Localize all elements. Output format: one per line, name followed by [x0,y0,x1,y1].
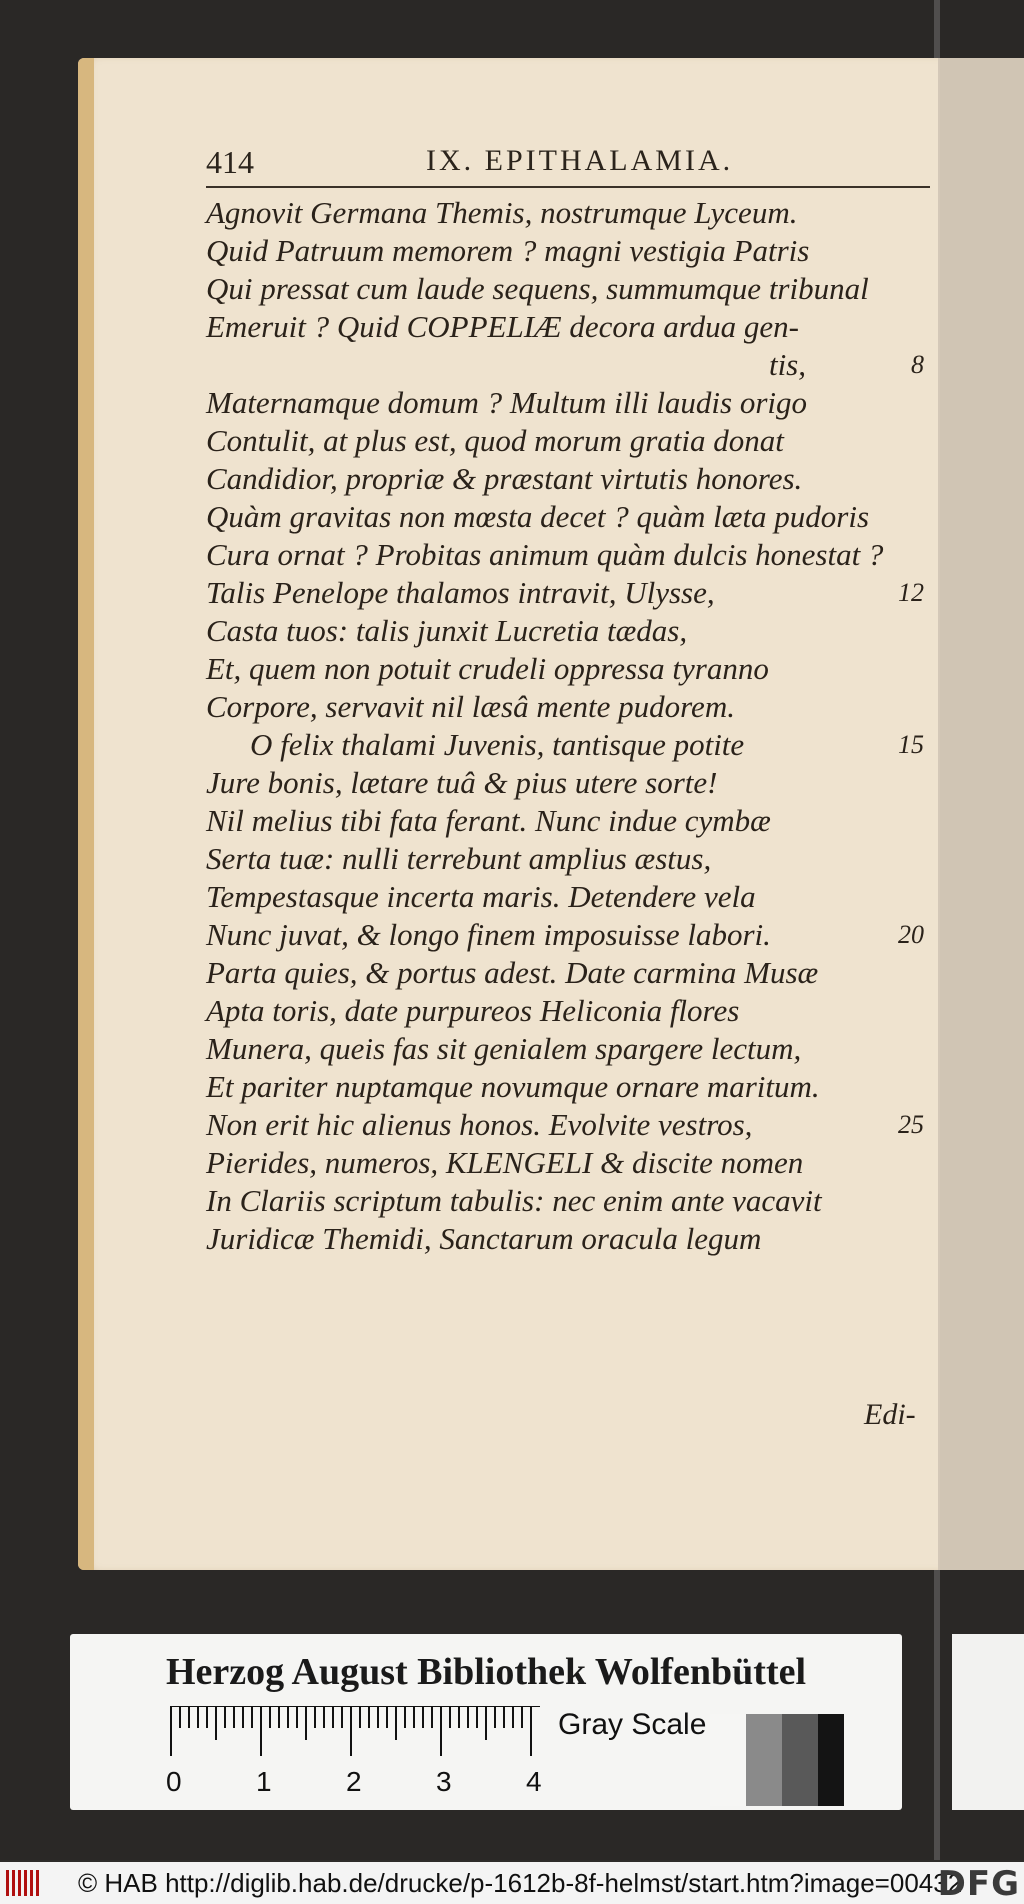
dfg-logo: DFG [937,1864,1020,1904]
verse-line [206,1220,946,1258]
ruler-tick [494,1706,496,1728]
verse-line [206,726,946,764]
ruler-tick [278,1706,280,1728]
line-number: 8 [911,350,924,379]
line-number: 25 [898,1110,924,1139]
next-page-edge [938,58,1024,1570]
gray-scale-label: Gray Scale [558,1708,707,1741]
verse-line [206,1106,946,1144]
ruler-tick [449,1706,451,1728]
ruler-tick [341,1706,343,1728]
verse-text: Talis Penelope thalamos intravit, Ulysse, [206,575,715,610]
verse-line [206,346,946,384]
verse-line [206,270,946,308]
verse-text: Nunc juvat, & longo finem imposuisse labori. [206,917,771,952]
ruler-tick [368,1706,370,1728]
verse-line [206,612,946,650]
gray-patch [818,1714,844,1806]
verse-line [206,1144,946,1182]
ruler-tick [422,1706,424,1728]
verse-line [206,498,946,536]
line-number: 15 [898,730,924,759]
verse-line [206,764,946,802]
ruler-tick [332,1706,334,1728]
ruler-tick [314,1706,316,1728]
ruler-tick [521,1706,523,1728]
verse-text: Corpore, servavit nil læsâ mente pudorem. [206,689,735,724]
verse-text: Jure bonis, lætare tuâ & pius utere sorte! [206,765,718,800]
verse-line [206,422,946,460]
verse-text: Cura ornat ? Probitas animum quàm dulcis honestat ? [206,537,884,572]
verse-text: Non erit hic alienus honos. Evolvite vestros, [206,1107,753,1142]
ruler-tick [530,1706,532,1756]
ruler-tick [242,1706,244,1728]
ruler-tick [206,1706,208,1728]
verse-text: In Clariis scriptum tabulis: nec enim ante vacavit [206,1183,822,1218]
ruler-tick [179,1706,181,1728]
ruler-tick [350,1706,352,1756]
ruler-tick [233,1706,235,1728]
ruler-label-1: 1 [256,1766,272,1797]
verse-text: Agnovit Germana Themis, nostrumque Lyceum. [206,195,798,230]
verse-line [206,574,946,612]
verse-line [206,650,946,688]
line-number: 20 [898,920,924,949]
verse-text: Contulit, at plus est, quod morum gratia donat [206,423,784,458]
catchword: Edi- [864,1398,916,1431]
poem-text [206,194,946,1258]
gray-patch [710,1714,746,1806]
ruler-tick [251,1706,253,1728]
ruler-tick [224,1706,226,1728]
verse-line [206,992,946,1030]
ruler-tick [503,1706,505,1728]
ruler-tick [197,1706,199,1728]
verse-text: Apta toris, date purpureos Heliconia flores [206,993,740,1028]
ruler-label-4: 4 [526,1766,542,1797]
verse-line [206,954,946,992]
verse-text: Tempestasque incerta maris. Detendere vela [206,879,756,914]
ruler-tick [413,1706,415,1728]
gray-patch [782,1714,818,1806]
line-number: 12 [898,578,924,607]
verse-text: Emeruit ? Quid COPPELIÆ decora ardua gen- [206,309,799,344]
running-title: IX. EPITHALAMIA. [426,144,734,177]
color-scale-card [70,1634,902,1810]
ruler-tick [404,1706,406,1728]
verse-line [206,460,946,498]
footer-bar [0,1862,1024,1904]
verse-text: Serta tuæ: nulli terrebunt amplius æstus, [206,841,712,876]
ruler-tick [395,1706,397,1740]
verse-text: O felix thalami Juvenis, tantisque potite [250,727,745,762]
verse-text: Casta tuos: talis junxit Lucretia tædas, [206,613,688,648]
verse-line [206,916,946,954]
ruler-tick [170,1706,172,1756]
ruler-tick [377,1706,379,1728]
ruler-tick [260,1706,262,1756]
page-fore-edge [78,58,94,1570]
page-number: 414 [206,144,254,180]
verse-line [206,1068,946,1106]
verse-line [206,840,946,878]
verse-line [206,232,946,270]
verse-text: Nil melius tibi fata ferant. Nunc indue cymbæ [206,803,771,838]
page-header [206,140,930,186]
ruler-label-3: 3 [436,1766,452,1797]
verse-line [206,1030,946,1068]
verse-text: Juridicæ Themidi, Sanctarum oracula legum [206,1221,762,1256]
verse-text: Quàm gravitas non mœsta decet ? quàm læta pudoris [206,499,870,534]
ruler-tick [485,1706,487,1740]
verse-text: Munera, queis fas sit genialem spargere lectum, [206,1031,802,1066]
ruler-tick [287,1706,289,1728]
ruler-label-2: 2 [346,1766,362,1797]
ruler-tick [476,1706,478,1728]
ruler [170,1706,550,1758]
verse-line [206,688,946,726]
side-scale-card [952,1634,1024,1810]
verse-text: tis, [768,347,806,382]
library-name: Herzog August Bibliothek Wolfenbüttel [165,1651,807,1693]
verse-line [206,308,946,346]
hab-logo-icon [6,1870,44,1896]
ruler-tick [431,1706,433,1728]
ruler-tick [269,1706,271,1728]
header-rule [206,186,930,188]
ruler-tick [323,1706,325,1728]
verse-text: Parta quies, & portus adest. Date carmina Musæ [206,955,819,990]
ruler-tick [512,1706,514,1728]
gray-patch [746,1714,782,1806]
ruler-tick [359,1706,361,1728]
verse-text: Maternamque domum ? Multum illi laudis origo [206,385,808,420]
verse-line [206,802,946,840]
verse-text: Qui pressat cum laude sequens, summumque tribunal [206,271,869,306]
verse-line [206,878,946,916]
ruler-tick [386,1706,388,1728]
ruler-tick [467,1706,469,1728]
verse-text: Et, quem non potuit crudeli oppressa tyranno [206,651,769,686]
ruler-tick [440,1706,442,1756]
verse-line [206,536,946,574]
verse-text: Pierides, numeros, KLENGELI & discite nomen [206,1145,804,1180]
verse-line [206,384,946,422]
verse-text: Candidior, propriæ & præstant virtutis honores. [206,461,803,496]
verse-line [206,1182,946,1220]
verse-line [206,194,946,232]
ruler-tick [458,1706,460,1728]
source-url: © HAB http://diglib.hab.de/drucke/p-1612b-8f-helmst/start.htm?image=00432 [78,1868,963,1898]
ruler-label-0: 0 [166,1766,182,1797]
ruler-tick [188,1706,190,1728]
verse-text: Quid Patruum memorem ? magni vestigia Patris [206,233,810,268]
ruler-tick [215,1706,217,1740]
ruler-tick [305,1706,307,1740]
ruler-tick [296,1706,298,1728]
verse-text: Et pariter nuptamque novumque ornare maritum. [206,1069,820,1104]
